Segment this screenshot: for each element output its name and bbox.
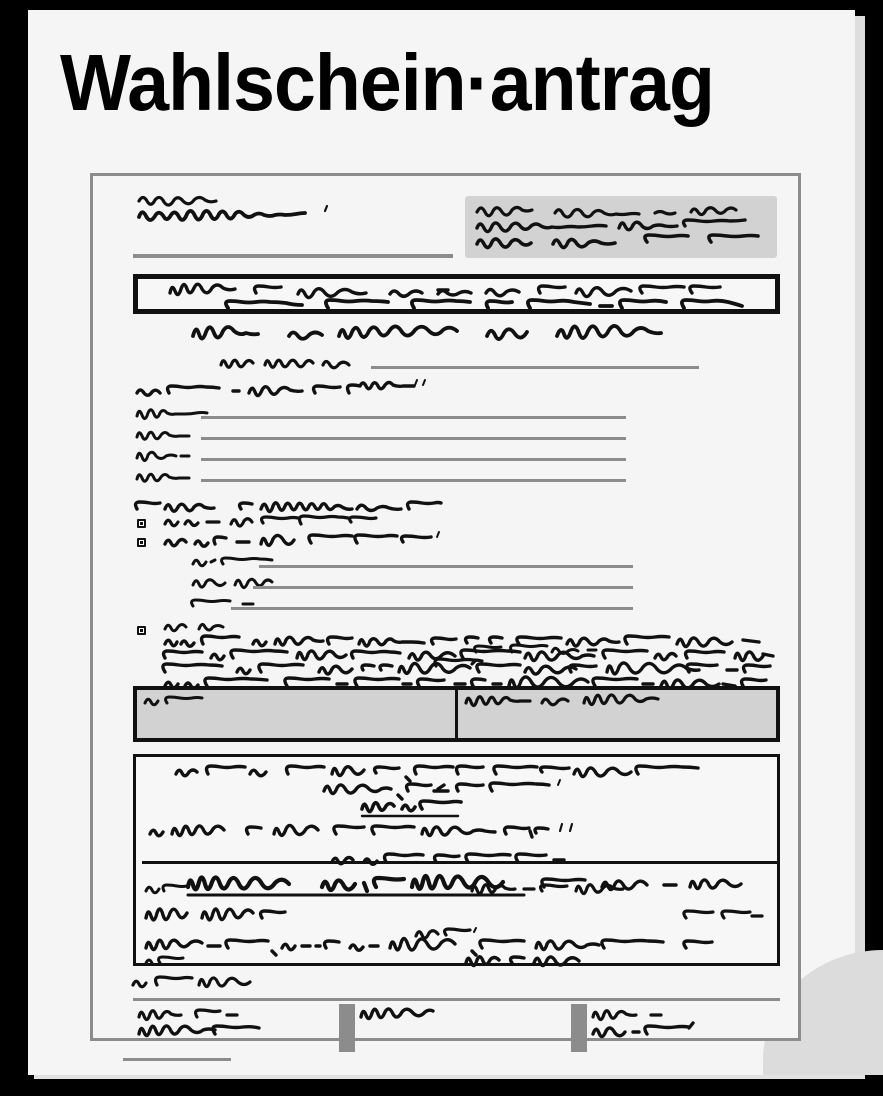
- footer-col-1: [133, 1004, 339, 1052]
- page-title: Wahlschein·antrag: [60, 38, 714, 127]
- lower-body-row-2: [146, 939, 766, 955]
- field-street-label: [137, 450, 197, 464]
- lower-body-row-2-scribble: [146, 939, 766, 955]
- footer-divider-2: [571, 1004, 587, 1052]
- applicant-field-label: [221, 356, 361, 372]
- lower-divider: [142, 861, 777, 864]
- heavy-notice-box: [133, 274, 780, 314]
- personal-intro-scribble: [137, 383, 467, 401]
- lower-footer-left-scribble: [146, 955, 206, 969]
- option-send-to[interactable]: [165, 534, 445, 552]
- form-frame: [90, 173, 801, 1041]
- signature-cells: [133, 686, 780, 742]
- subfield-city-rule: [231, 607, 633, 610]
- field-birth-label: [137, 429, 197, 443]
- request-heading-scribble: [193, 324, 703, 346]
- lower-paragraph-scribble: [176, 765, 756, 797]
- lower-heading-scribble: [362, 801, 462, 819]
- option-self-pickup[interactable]: [165, 515, 385, 531]
- notice-scribble: [152, 284, 772, 314]
- personal-data-intro: [137, 383, 467, 401]
- addressee-block: [139, 193, 339, 227]
- lower-footer-center-scribble: [466, 955, 606, 969]
- footer-divider-1: [339, 1004, 355, 1052]
- sig-cell-left[interactable]: [137, 690, 458, 738]
- lower-bold-heading-scribble: [188, 875, 748, 901]
- footer-col-3-scribble: [593, 1008, 783, 1042]
- addressee-rule: [133, 254, 453, 258]
- field-birth-rule: [201, 437, 626, 440]
- sig-cell-right-label: [466, 695, 696, 709]
- field-city-label: [137, 471, 197, 485]
- checkbox-declaration[interactable]: [137, 626, 146, 635]
- footer-col-2-scribble: [361, 1008, 561, 1042]
- page-shadow-right: [855, 16, 865, 1079]
- subfield-name-rule: [259, 565, 633, 568]
- field-street: [137, 450, 197, 464]
- lower-sub-line: [150, 825, 550, 843]
- applicant-field-rule: [371, 366, 699, 369]
- quote-marks-icon: [558, 821, 582, 835]
- footer-col-2: [355, 1004, 571, 1052]
- field-city: [137, 471, 197, 485]
- sig-cell-left-label: [145, 695, 265, 709]
- field-name-label: [137, 408, 207, 422]
- option-self-pickup-scribble: [165, 515, 385, 531]
- footer-col-3: [587, 1004, 793, 1052]
- sig-cell-right[interactable]: [458, 690, 776, 738]
- footer-col-1-scribble: [139, 1008, 329, 1042]
- option-send-to-scribble: [165, 534, 445, 552]
- applicant-label-scribble: [221, 356, 361, 372]
- grey-note-box: [465, 196, 777, 258]
- footer-note-scribble: [133, 976, 283, 992]
- field-name: [137, 408, 207, 422]
- footer-note: [133, 976, 283, 992]
- lower-body-row-1-scribble: [146, 909, 766, 925]
- lower-footer-center: [466, 955, 606, 969]
- lower-sub-line-marks: [558, 821, 582, 835]
- field-street-rule: [201, 458, 626, 461]
- document-page: [28, 10, 855, 1075]
- checkbox-option-self-pickup[interactable]: [137, 519, 146, 528]
- lower-paragraph-top: [176, 765, 756, 797]
- field-name-rule: [201, 416, 626, 419]
- lower-bold-heading: [188, 875, 748, 901]
- lower-footer-left: [146, 955, 206, 969]
- tail-rule: [123, 1058, 231, 1061]
- lower-underlined-heading: [362, 801, 462, 819]
- subfield-street-rule: [253, 586, 633, 589]
- footer-rule: [133, 998, 780, 1001]
- lower-section: [133, 754, 780, 966]
- field-birth: [137, 429, 197, 443]
- footer-columns: [133, 1004, 780, 1052]
- addressee-scribble: [139, 193, 339, 227]
- lower-body-row-1: [146, 909, 766, 925]
- field-city-rule: [201, 479, 626, 482]
- checkbox-option-send-to[interactable]: [137, 538, 146, 547]
- request-heading: [193, 324, 703, 346]
- lower-sub-line-scribble: [150, 825, 550, 843]
- note-box-scribble: [477, 204, 765, 252]
